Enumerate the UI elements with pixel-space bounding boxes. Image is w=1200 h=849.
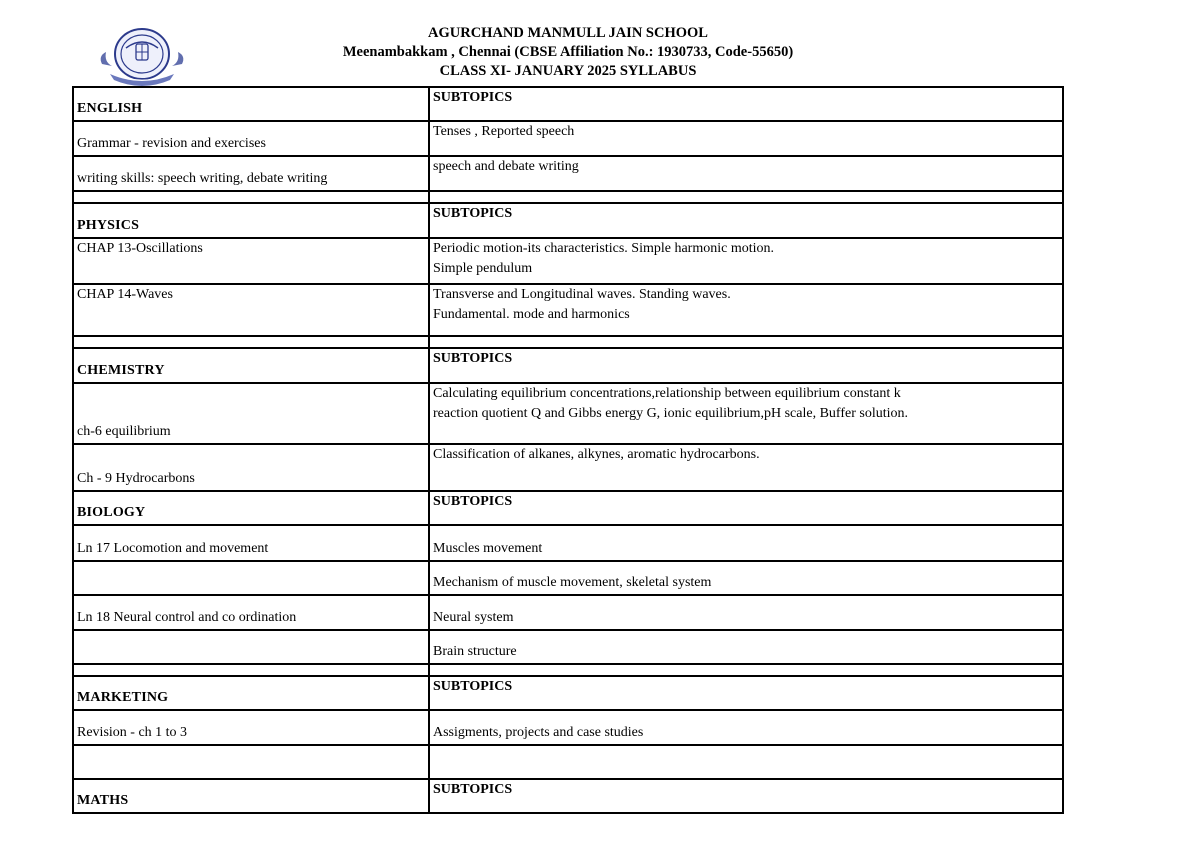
subtopic-cell: Muscles movement xyxy=(429,525,1063,561)
subject-heading-chemistry: CHEMISTRY xyxy=(73,348,429,383)
empty-cell xyxy=(429,336,1063,348)
topic-cell: Grammar - revision and exercises xyxy=(73,121,429,156)
topic-cell: writing skills: speech writing, debate writing xyxy=(73,156,429,191)
subject-heading-english: ENGLISH xyxy=(73,87,429,121)
empty-cell xyxy=(429,664,1063,676)
subtopic-cell: Brain structure xyxy=(429,630,1063,664)
table-row xyxy=(73,561,1063,595)
syllabus-title: CLASS XI- JANUARY 2025 SYLLABUS xyxy=(439,63,697,79)
subtopic-cell: Neural system xyxy=(429,595,1063,630)
document-header xyxy=(0,24,1136,81)
subject-heading-marketing: MARKETING xyxy=(73,676,429,710)
topic-cell: CHAP 14-Waves xyxy=(73,284,429,336)
spacer-row xyxy=(73,664,1063,676)
empty-cell xyxy=(429,745,1063,779)
table-row xyxy=(73,238,1063,284)
table-row xyxy=(73,710,1063,745)
empty-cell xyxy=(73,664,429,676)
subtopic-line: Fundamental. mode and harmonics xyxy=(433,307,630,322)
topic-cell: Ln 17 Locomotion and movement xyxy=(73,525,429,561)
topic-cell: CHAP 13-Oscillations xyxy=(73,238,429,284)
topic-cell: Ln 18 Neural control and co ordination xyxy=(73,595,429,630)
section-header-row-chemistry xyxy=(73,348,1063,383)
empty-cell xyxy=(73,191,429,203)
subtopic-line: reaction quotient Q and Gibbs energy G, ionic equilibrium,pH scale, Buffer solution. xyxy=(433,406,908,421)
spacer-row xyxy=(73,191,1063,203)
subtopic-line: Transverse and Longitudinal waves. Standing waves. xyxy=(433,287,731,302)
empty-cell xyxy=(73,336,429,348)
subtopics-header: SUBTOPICS xyxy=(429,491,1063,525)
section-header-row-marketing xyxy=(73,676,1063,710)
spacer-row xyxy=(73,336,1063,348)
empty-cell xyxy=(73,745,429,779)
subtopic-line: Periodic motion-its characteristics. Simple harmonic motion. xyxy=(433,241,774,256)
subtopics-header: SUBTOPICS xyxy=(429,203,1063,238)
table-row xyxy=(73,121,1063,156)
topic-cell: ch-6 equilibrium xyxy=(73,383,429,444)
topic-cell xyxy=(73,561,429,595)
table-row xyxy=(73,444,1063,491)
topic-cell xyxy=(73,630,429,664)
subtopics-header: SUBTOPICS xyxy=(429,87,1063,121)
subtopic-cell xyxy=(429,383,1063,444)
table-row xyxy=(73,630,1063,664)
syllabus-table xyxy=(72,86,1064,814)
empty-cell xyxy=(429,191,1063,203)
school-address: Meenambakkam , Chennai (CBSE Affiliation No.: 1930733, Code-55650) xyxy=(342,44,794,60)
table-row xyxy=(73,156,1063,191)
subtopics-header: SUBTOPICS xyxy=(429,779,1063,813)
topic-cell: Revision - ch 1 to 3 xyxy=(73,710,429,745)
subtopic-cell: Classification of alkanes, alkynes, aromatic hydrocarbons. xyxy=(429,444,1063,491)
section-header-row-maths xyxy=(73,779,1063,813)
section-header-row-biology xyxy=(73,491,1063,525)
table-row xyxy=(73,383,1063,444)
section-header-row-physics xyxy=(73,203,1063,238)
section-header-row-english xyxy=(73,87,1063,121)
subject-heading-maths: MATHS xyxy=(73,779,429,813)
subtopic-cell xyxy=(429,238,1063,284)
subject-heading-physics: PHYSICS xyxy=(73,203,429,238)
school-name: AGURCHAND MANMULL JAIN SCHOOL xyxy=(428,25,708,41)
subtopic-cell: Assigments, projects and case studies xyxy=(429,710,1063,745)
subtopic-cell: Tenses , Reported speech xyxy=(429,121,1063,156)
table-row xyxy=(73,595,1063,630)
subject-heading-biology: BIOLOGY xyxy=(73,491,429,525)
subtopic-cell: speech and debate writing xyxy=(429,156,1063,191)
table-row xyxy=(73,525,1063,561)
spacer-row xyxy=(73,745,1063,779)
subtopics-header: SUBTOPICS xyxy=(429,676,1063,710)
subtopic-cell xyxy=(429,284,1063,336)
subtopic-line: Calculating equilibrium concentrations,relationship between equilibrium constant k xyxy=(433,386,901,401)
subtopic-cell: Mechanism of muscle movement, skeletal system xyxy=(429,561,1063,595)
topic-cell: Ch - 9 Hydrocarbons xyxy=(73,444,429,491)
subtopic-line: Simple pendulum xyxy=(433,261,533,276)
table-row xyxy=(73,284,1063,336)
subtopics-header: SUBTOPICS xyxy=(429,348,1063,383)
